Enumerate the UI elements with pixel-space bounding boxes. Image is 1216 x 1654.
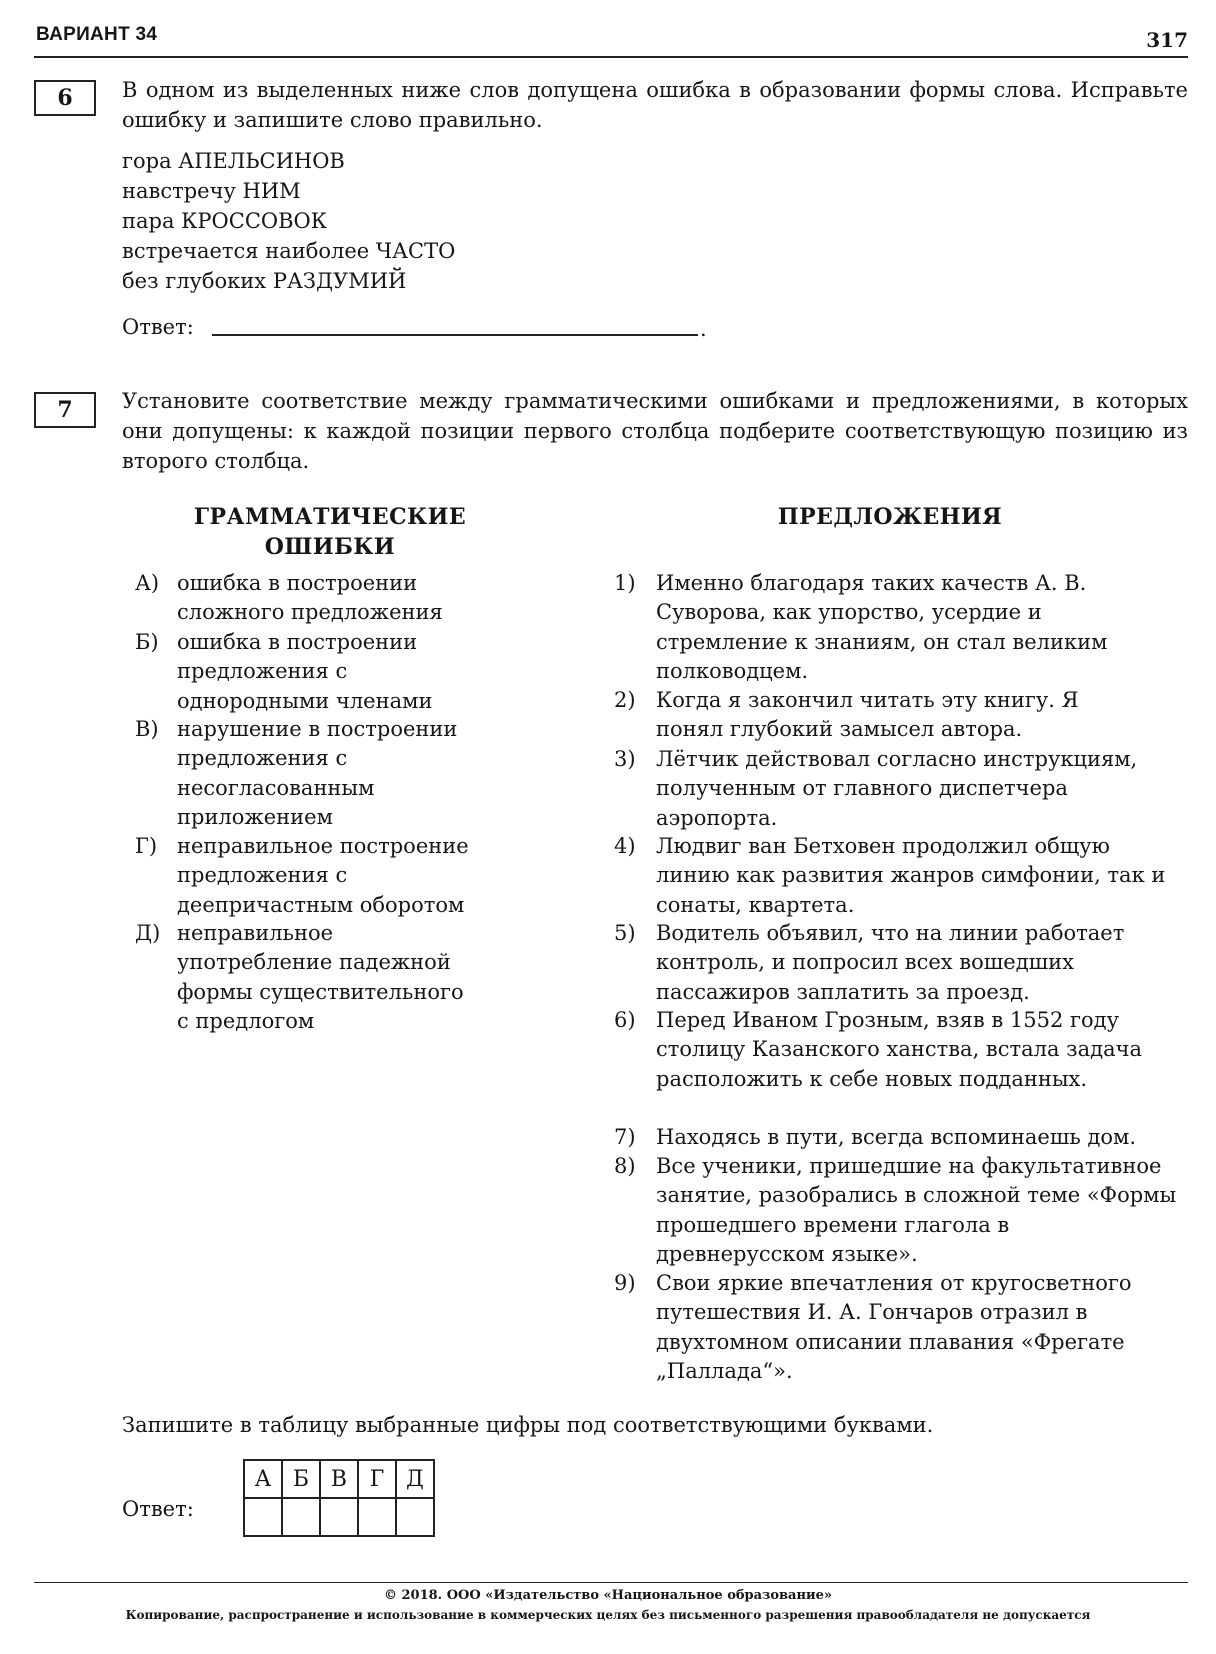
sentence-label: 7) xyxy=(614,1125,636,1149)
answer-table-letter: В xyxy=(320,1460,358,1498)
sentence-label: 8) xyxy=(614,1154,636,1178)
sentence-label: 9) xyxy=(614,1271,636,1295)
task-7-number: 7 xyxy=(34,392,96,428)
sentence-label: 4) xyxy=(614,834,636,858)
error-text: неправильное построение предложения с деепричастным оборотом xyxy=(177,834,469,917)
sentence-text: Людвиг ван Бетховен продолжил общую линию как развития жанров симфонии, так и сонаты, квартета. xyxy=(656,834,1166,917)
answer-table xyxy=(243,1459,435,1537)
sentence-label: 6) xyxy=(614,1008,636,1032)
task-6-number: 6 xyxy=(34,80,96,116)
task-6-phrase: гора АПЕЛЬСИНОВ xyxy=(122,149,345,173)
footer-rule xyxy=(34,1582,1188,1583)
sentence-label: 3) xyxy=(614,747,636,771)
answer-table-letter: Д xyxy=(396,1460,434,1498)
answer-cell-v[interactable] xyxy=(320,1498,358,1536)
error-label: Д) xyxy=(135,921,161,945)
page-number: 317 xyxy=(1146,28,1188,52)
sentence-text: Когда я закончил читать эту книгу. Я понял глубокий замысел автора. xyxy=(656,688,1079,742)
sentence-item-8 xyxy=(614,1152,1181,1269)
error-label: А) xyxy=(135,571,160,595)
error-label: Б) xyxy=(135,630,159,654)
sentence-item-4 xyxy=(614,832,1171,920)
answer-cell-a[interactable] xyxy=(244,1498,282,1536)
task-6-answer-input[interactable] xyxy=(212,334,698,336)
task-7-answer-label: Ответ: xyxy=(122,1497,194,1521)
task-6-answer-end: . xyxy=(700,317,707,341)
answer-table-letter: Б xyxy=(282,1460,320,1498)
sentence-item-3 xyxy=(614,745,1156,833)
sentence-item-1 xyxy=(614,569,1156,686)
task-6-prompt: В одном из выделенных ниже слов допущена ошибка в образовании формы слова. Исправьте ошибку и запишите слово правильно. xyxy=(122,78,1188,132)
sentence-text: Все ученики, пришедшие на факультативное занятие, разобрались в сложной теме «Формы прошедшего времени глагола в древнерусском языке». xyxy=(656,1154,1177,1266)
sentence-text: Свои яркие впечатления от кругосветного путешествия И. А. Гончаров отразил в двухтомном описании плавания «Фрегате „Паллада“». xyxy=(656,1271,1132,1383)
error-text: ошибка в построении сложного предложения xyxy=(177,571,443,625)
task-6-phrase: пара КРОССОВОК xyxy=(122,209,328,233)
footer-copyright: © 2018. ООО «Издательство «Национальное образование» xyxy=(383,1588,833,1603)
sentence-item-2 xyxy=(614,686,1136,745)
sentence-text: Водитель объявил, что на линии работает контроль, и попросил всех вошедших пассажиров заплатить за проезд. xyxy=(656,921,1125,1004)
sentence-label: 1) xyxy=(614,571,636,595)
answer-cell-b[interactable] xyxy=(282,1498,320,1536)
error-text: ошибка в построении предложения с однородными членами xyxy=(177,630,433,713)
task-6-phrase: встречается наиболее ЧАСТО xyxy=(122,239,456,263)
sentence-text: Лётчик действовал согласно инструкциям, полученным от главного диспетчера аэропорта. xyxy=(656,747,1138,830)
task-7-table-instruction: Запишите в таблицу выбранные цифры под соответствующими буквами. xyxy=(122,1413,934,1437)
task-7-prompt: Установите соответствие между грамматическими ошибками и предложениями, в которых они допущены: к каждой позиции первого столбца подберите соответствующую позицию из второго столбца. xyxy=(122,389,1188,473)
header-rule xyxy=(34,56,1188,58)
sentences-column-header: ПРЕДЛОЖЕНИЯ xyxy=(777,504,1003,530)
errors-header-line: ОШИБКИ xyxy=(264,534,396,560)
error-text: нарушение в построении предложения с несогласованным приложением xyxy=(177,717,458,829)
answer-table-letter: Г xyxy=(358,1460,396,1498)
error-label: Г) xyxy=(135,834,158,858)
sentence-text: Перед Иваном Грозным, взяв в 1552 году столицу Казанского ханства, встала задача расположить к себе новых подданных. xyxy=(656,1008,1143,1091)
error-label: В) xyxy=(135,717,159,741)
answer-table-letter: А xyxy=(244,1460,282,1498)
task-6-answer-label: Ответ: xyxy=(122,315,194,339)
task-6-phrase: навстречу НИМ xyxy=(122,179,301,203)
variant-title: ВАРИАНТ 34 xyxy=(36,24,158,45)
sentence-text: Именно благодаря таких качеств А. В. Суворова, как упорство, усердие и стремление к знаниям, он стал великим полководцем. xyxy=(656,571,1108,683)
sentence-item-6 xyxy=(614,1006,1176,1094)
sentence-item-9 xyxy=(614,1269,1181,1386)
error-item-v xyxy=(135,715,577,832)
task-6-phrase: без глубоких РАЗДУМИЙ xyxy=(122,269,407,293)
sentence-label: 2) xyxy=(614,688,636,712)
answer-cell-g[interactable] xyxy=(358,1498,396,1536)
sentence-text: Находясь в пути, всегда вспоминаешь дом. xyxy=(656,1125,1137,1149)
error-item-d xyxy=(135,919,577,1036)
sentence-item-7 xyxy=(614,1123,1176,1152)
errors-column-header xyxy=(140,502,520,562)
error-text: неправильное употребление падежной формы существительного с предлогом xyxy=(177,921,464,1033)
sentence-item-5 xyxy=(614,919,1176,1007)
footer-notice: Копирование, распространение и использование в коммерческих целях без письменного разрешения правообладателя не допускается xyxy=(125,1608,1091,1622)
error-item-a xyxy=(135,569,577,628)
errors-header-line: ГРАММАТИЧЕСКИЕ xyxy=(193,504,467,530)
error-item-b xyxy=(135,628,577,716)
answer-cell-d[interactable] xyxy=(396,1498,434,1536)
error-item-g xyxy=(135,832,577,920)
sentence-label: 5) xyxy=(614,921,636,945)
